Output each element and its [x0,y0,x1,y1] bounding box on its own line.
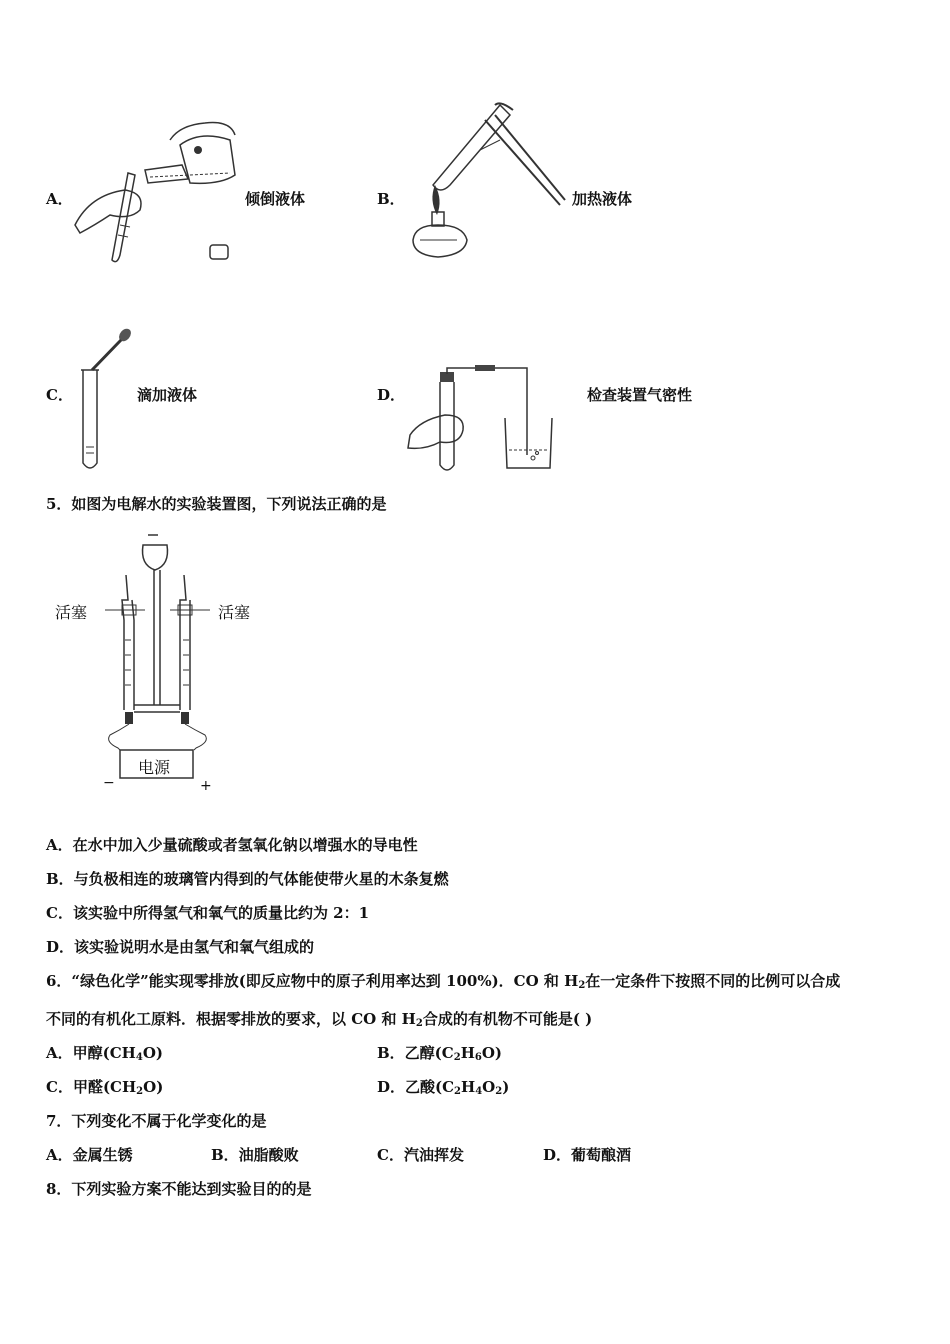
q4-option-d-letter: D． [377,386,406,404]
q5-option-c: C．该实验中所得氢气和氧气的质量比约为 2：1 [46,904,370,922]
q5-option-a: A．在水中加入少量硫酸或者氢氧化钠以增强水的导电性 [46,836,418,854]
negative-terminal-label: − [103,775,115,791]
airtightness-check-illustration [405,360,560,475]
q4-option-b-letter: B． [377,190,405,208]
pouring-liquid-illustration [70,115,240,265]
heating-liquid-illustration [405,100,570,265]
q6-stem-line1: 6．“绿色化学”能实现零排放(即反应物中的原子利用率达到 100%)．CO 和 $H_2$在一定条件下按照不同的比例可以合成 [46,972,841,991]
q5-stem: 5．如图为电解水的实验装置图，下列说法正确的是 [46,495,387,513]
dropping-liquid-illustration [78,325,138,475]
positive-terminal-label: + [200,778,212,794]
q4-option-c-text: 滴加液体 [137,386,198,404]
q6-stem-line2: 不同的有机化工原料．根据零排放的要求，以 CO 和 $H_2$合成的有机物不可能是( ) [46,1010,593,1029]
q4-option-a-letter: A． [46,190,73,208]
q7-option-d: D．葡萄酿酒 [543,1146,632,1164]
q6-option-c: C．甲醛$(CH_2O)$ [46,1078,164,1097]
q5-option-d: D．该实验说明水是由氢气和氧气组成的 [46,938,315,956]
q7-option-c: C．汽油挥发 [377,1146,464,1164]
q6-option-a: A．甲醇$(CH_4O)$ [46,1044,163,1063]
q7-option-b: B．油脂酸败 [211,1146,299,1164]
q8-stem: 8．下列实验方案不能达到实验目的的是 [46,1180,312,1198]
q4-option-c-letter: C． [46,386,73,404]
q4-option-b-text: 加热液体 [572,190,633,208]
stopcock-left-label: 活塞 [55,603,88,622]
q4-option-d-text: 检查装置气密性 [587,386,693,404]
q6-option-d: D．乙酸$(C_2H_4O_2)$ [377,1078,510,1097]
power-supply-label: 电源 [138,758,171,777]
q7-option-a: A．金属生锈 [46,1146,133,1164]
stopcock-right-label: 活塞 [218,603,251,622]
q5-option-b: B．与负极相连的玻璃管内得到的气体能使带火星的木条复燃 [46,870,449,888]
q6-option-b: B．乙醇$(C_2H_6O)$ [377,1044,503,1063]
q4-option-a-text: 倾倒液体 [245,190,306,208]
q7-stem: 7．下列变化不属于化学变化的是 [46,1112,267,1130]
